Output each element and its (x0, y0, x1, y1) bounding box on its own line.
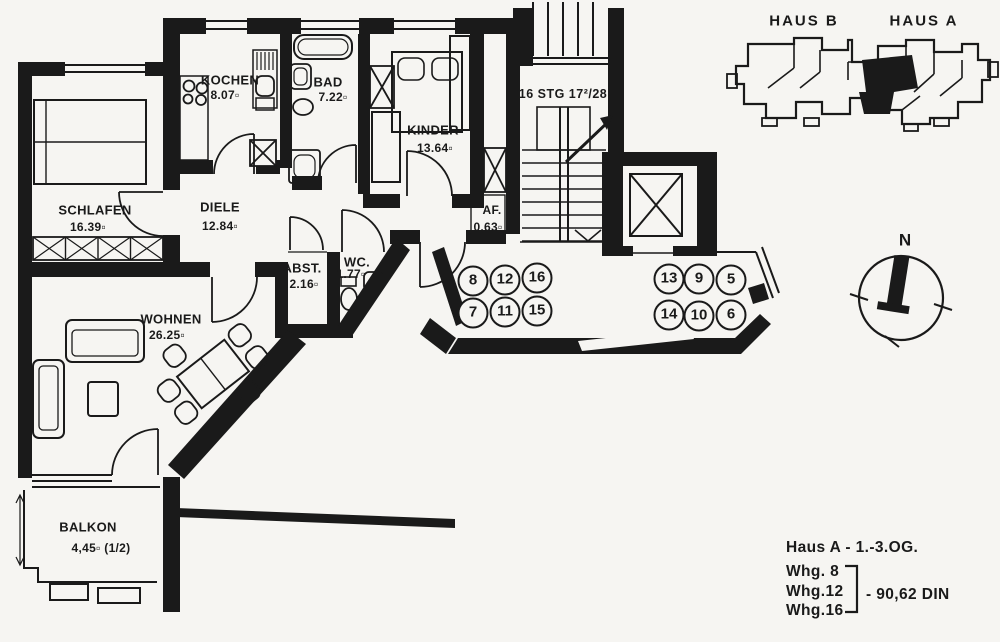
site-label-haus-b: HAUS B (769, 12, 839, 30)
apartment-badge-11: 11 (490, 297, 521, 328)
room-label-kinder: KINDER (407, 122, 459, 138)
kinder-wardrobe (450, 36, 470, 130)
legend-bracket (845, 566, 857, 612)
room-area-kochen: 8.07▫ (210, 88, 240, 102)
lower-building-edge (176, 508, 455, 528)
legend-whg-12: Whg.12 (786, 583, 844, 600)
room-label-bad: BAD (313, 74, 343, 90)
coffee-table (88, 382, 118, 416)
legend-whg-8: Whg. 8 (786, 563, 840, 580)
legend-din-area: - 90,62 DIN (866, 586, 950, 603)
room-label-wohnen: WOHNEN (140, 311, 202, 327)
room-label-schlafen: SCHLAFEN (58, 202, 132, 218)
sofa-horizontal (66, 320, 144, 362)
door-abst (290, 217, 323, 250)
planter-box (50, 584, 88, 600)
shaft-box-af (484, 148, 506, 192)
legend-title: Haus A - 1.-3.OG. (786, 539, 919, 556)
room-area-wohnen: 26.25▫ (148, 328, 186, 342)
shaft-box-bad-kinder (370, 66, 394, 108)
apartment-badge-10: 10 (684, 301, 715, 332)
room-area-schlafen: 16.39▫ (69, 220, 107, 234)
compass-north-label: N (898, 230, 912, 250)
door-wc (342, 210, 384, 252)
legend-whg-16: Whg.16 (786, 602, 844, 619)
bathtub (294, 35, 352, 59)
elevator-icon (623, 166, 697, 260)
compass-icon (850, 254, 952, 347)
room-area-wc: 1.77▫ (336, 267, 366, 281)
apartment-badge-12: 12 (490, 265, 521, 296)
planter-box (98, 588, 140, 603)
wardrobe-hatched (33, 237, 163, 260)
apartment-badge-14: 14 (654, 300, 685, 331)
door-kochen (214, 134, 254, 174)
room-area-balkon: 4,45▫ (1/2) (71, 541, 131, 555)
apartment-badge-16: 16 (522, 263, 553, 294)
bathroom-toilet (293, 99, 313, 115)
stairwell-window (524, 2, 608, 64)
stair-direction-arrow (566, 122, 608, 162)
apartment-badge-6: 6 (716, 300, 747, 331)
room-area-bad: 7.22▫ (318, 90, 348, 104)
apartment-badge-9: 9 (684, 264, 715, 295)
apartment-badge-15: 15 (522, 296, 553, 327)
apartment-badge-5: 5 (716, 265, 747, 296)
door-wohnen (212, 277, 257, 322)
kinder-bed (392, 52, 462, 132)
kinder-desk (372, 112, 400, 182)
sofa-vertical (33, 360, 64, 438)
bathroom-sink (290, 64, 311, 89)
kitchen-counter (180, 76, 208, 160)
apartment-badge-8: 8 (458, 266, 489, 297)
site-plan (727, 38, 998, 131)
staircase (520, 107, 613, 242)
apartment-badge-13: 13 (654, 264, 685, 295)
room-label-kochen: KOCHEN (200, 72, 260, 88)
room-area-abst: 2.16▫ (289, 277, 319, 291)
room-area-diele: 12.84▫ (201, 219, 239, 233)
site-label-haus-a: HAUS A (889, 12, 959, 30)
room-area-kinder: 13.64▫ (416, 141, 454, 155)
room-label-abst: ABST. (282, 260, 322, 276)
balcony-window-band (32, 475, 160, 487)
door-balkon (112, 429, 158, 475)
room-label-diele: DIELE (200, 199, 240, 215)
site-haus-b-outline (736, 38, 874, 118)
room-label-wc: WC. (343, 254, 371, 270)
bed-double (34, 100, 146, 184)
room-area-af: 0.63▫ (473, 220, 503, 234)
room-label-balkon: BALKON (59, 519, 117, 535)
staircase-label: 16 STG 17²/28 (518, 86, 608, 101)
room-label-af: AF. (482, 203, 502, 217)
door-bad (318, 145, 356, 183)
apartment-badge-7: 7 (458, 298, 489, 329)
door-kinder (407, 151, 452, 196)
